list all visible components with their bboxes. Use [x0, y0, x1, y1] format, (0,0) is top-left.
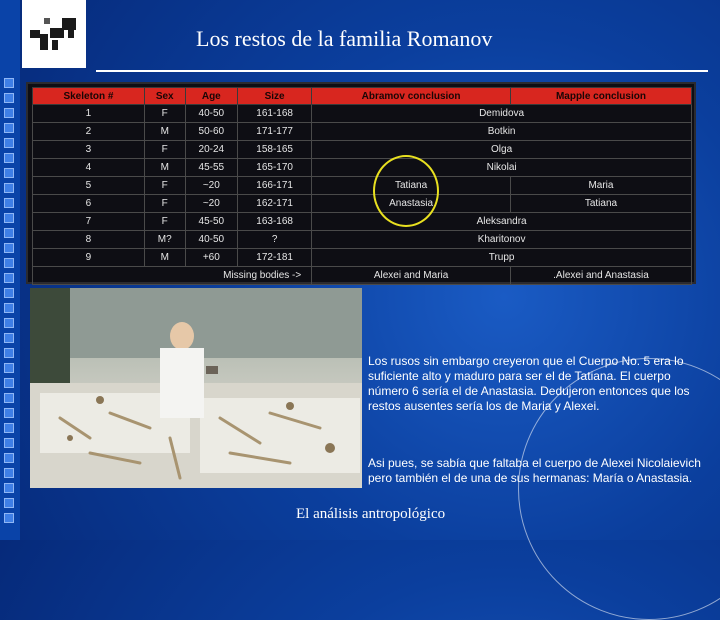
cell-skeleton: 3 [33, 141, 145, 159]
missing-mapple: .Alexei and Anastasia [510, 267, 691, 285]
decor-square [4, 303, 14, 313]
cell-conclusion: Demidova [312, 105, 692, 123]
table-row [33, 123, 692, 141]
cell-skeleton: 1 [33, 105, 145, 123]
decor-square [4, 483, 14, 493]
cell-sex: M [144, 123, 185, 141]
header-skeleton: Skeleton # [33, 88, 145, 105]
table-row [33, 159, 692, 177]
cell-abramov: Anastasia [312, 195, 511, 213]
decor-square [4, 183, 14, 193]
paragraph-1: Los rusos sin embargo creyeron que el Cuerpo No. 5 era lo suficiente alto y maduro para ser el de Tatiana. El cuerpo número 6 sería el de Anastasia. Dedujeron entonces que los restos ausentes sería los de Maria y Alexei. [368, 354, 690, 413]
decor-square [4, 378, 14, 388]
header-age: Age [185, 88, 237, 105]
missing-abramov: Alexei and Maria [312, 267, 511, 285]
cell-size: ? [238, 231, 312, 249]
cell-age: 50-60 [185, 123, 237, 141]
cell-skeleton: 4 [33, 159, 145, 177]
cell-sex: F [144, 195, 185, 213]
table-row [33, 177, 692, 195]
cell-sex: F [144, 213, 185, 231]
decor-square [4, 363, 14, 373]
header-size: Size [238, 88, 312, 105]
table-row [33, 141, 692, 159]
cell-sex: F [144, 141, 185, 159]
decor-square [4, 93, 14, 103]
decor-square [4, 258, 14, 268]
decor-square [4, 168, 14, 178]
decor-square [4, 408, 14, 418]
cell-conclusion: Olga [312, 141, 692, 159]
cell-skeleton: 8 [33, 231, 145, 249]
table-row [33, 195, 692, 213]
decor-square [4, 123, 14, 133]
cell-size: 171-177 [238, 123, 312, 141]
cell-size: 158-165 [238, 141, 312, 159]
decor-square [4, 108, 14, 118]
cell-conclusion: Trupp [312, 249, 692, 267]
table-row-missing [33, 267, 692, 285]
decor-square [4, 138, 14, 148]
decor-square [4, 228, 14, 238]
cell-conclusion: Botkin [312, 123, 692, 141]
cell-skeleton: 2 [33, 123, 145, 141]
cell-skeleton: 9 [33, 249, 145, 267]
decor-square [4, 318, 14, 328]
table-row [33, 231, 692, 249]
highlight-circle [373, 155, 439, 227]
cell-size: 161-168 [238, 105, 312, 123]
cell-mapple: Tatiana [510, 195, 691, 213]
cell-size: 172-181 [238, 249, 312, 267]
slide-title: Los restos de la familia Romanov [196, 26, 493, 51]
decor-square [4, 468, 14, 478]
skeleton-table [32, 87, 692, 285]
decor-square [4, 153, 14, 163]
cell-age: ~20 [185, 195, 237, 213]
cell-mapple: Maria [510, 177, 691, 195]
cell-sex: F [144, 105, 185, 123]
decor-square [4, 348, 14, 358]
decor-square [4, 423, 14, 433]
table-row [33, 105, 692, 123]
cell-skeleton: 7 [33, 213, 145, 231]
decor-square [4, 393, 14, 403]
cell-abramov: Tatiana [312, 177, 511, 195]
cell-size: 166-171 [238, 177, 312, 195]
cell-age: 45-55 [185, 159, 237, 177]
cell-age: ~20 [185, 177, 237, 195]
cell-age: 20-24 [185, 141, 237, 159]
decor-square [4, 498, 14, 508]
cell-conclusion: Kharitonov [312, 231, 692, 249]
missing-label: Missing bodies -> [33, 267, 312, 285]
cell-sex: M [144, 159, 185, 177]
decor-square [4, 213, 14, 223]
decor-square [4, 198, 14, 208]
table-row [33, 249, 692, 267]
decor-square [4, 288, 14, 298]
cell-age: 45-50 [185, 213, 237, 231]
cell-size: 165-170 [238, 159, 312, 177]
decor-square [4, 513, 14, 523]
cell-age: 40-50 [185, 105, 237, 123]
table-row [33, 213, 692, 231]
decor-square [4, 333, 14, 343]
cell-size: 162-171 [238, 195, 312, 213]
decor-square [4, 438, 14, 448]
cell-sex: F [144, 177, 185, 195]
cell-age: +60 [185, 249, 237, 267]
cell-size: 163-168 [238, 213, 312, 231]
cell-age: 40-50 [185, 231, 237, 249]
cell-sex: M [144, 249, 185, 267]
header-abramov: Abramov conclusion [312, 88, 511, 105]
header-sex: Sex [144, 88, 185, 105]
lab-photo [30, 288, 362, 488]
paragraph-2: Asi pues, se sabía que faltaba el cuerpo de Alexei Nicolaievich pero también el de una de sus hermanas: María o Anastasia. [368, 456, 701, 485]
cell-skeleton: 6 [33, 195, 145, 213]
cell-skeleton: 5 [33, 177, 145, 195]
cell-conclusion: Nikolai [312, 159, 692, 177]
cell-conclusion: Aleksandra [312, 213, 692, 231]
decor-square [4, 78, 14, 88]
logo-icon [22, 0, 86, 68]
slide-caption: El análisis antropológico [296, 506, 446, 522]
title-underline [96, 70, 708, 72]
header-mapple: Mapple conclusion [510, 88, 691, 105]
left-decor-bar [0, 0, 20, 540]
decor-square [4, 453, 14, 463]
decor-square [4, 273, 14, 283]
skeleton-table-image [26, 82, 696, 284]
cell-sex: M? [144, 231, 185, 249]
decor-square [4, 243, 14, 253]
